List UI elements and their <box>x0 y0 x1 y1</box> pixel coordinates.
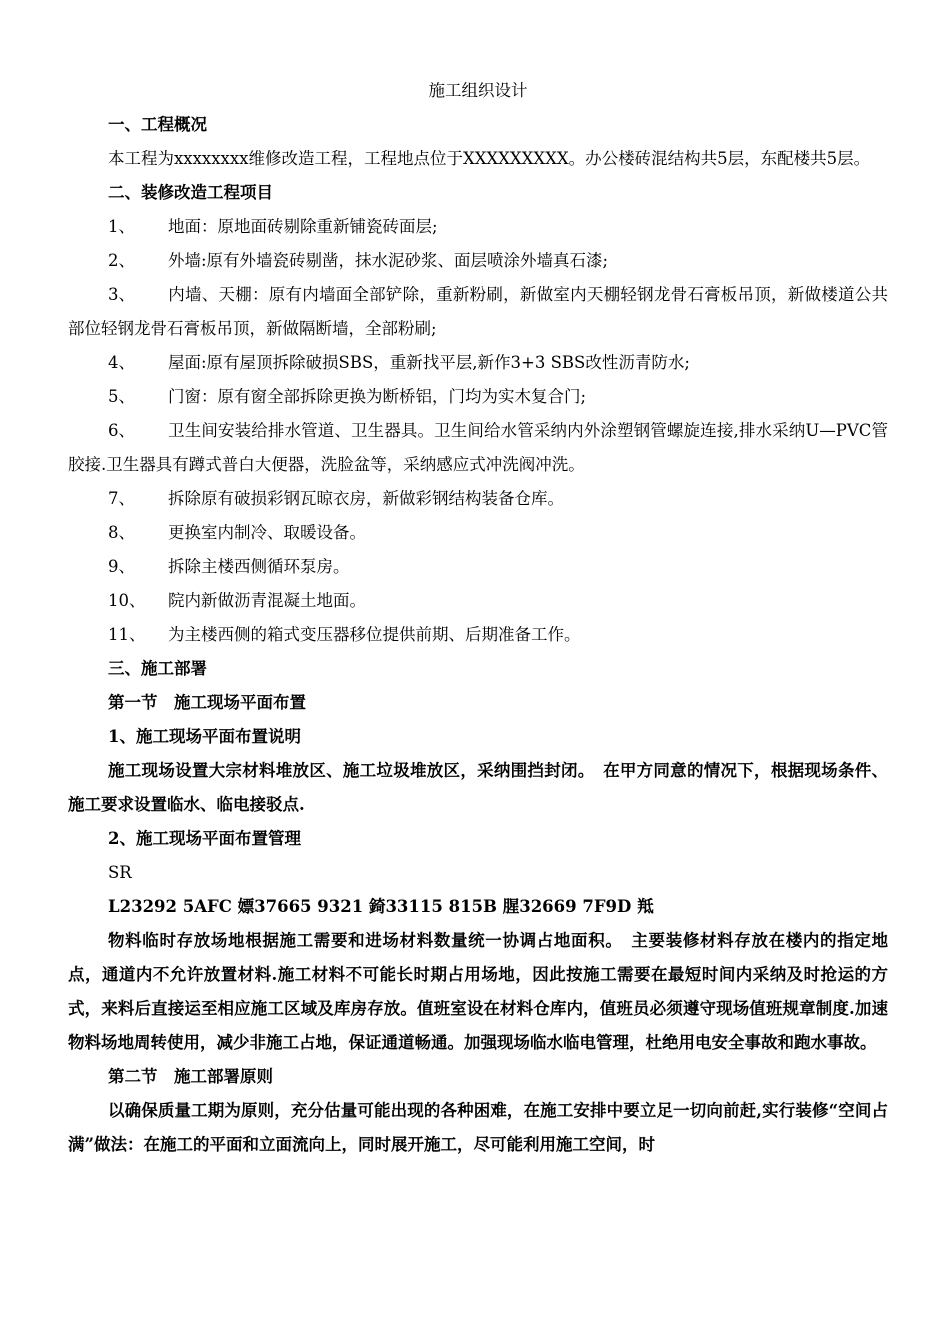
code-line: SR <box>108 863 132 882</box>
list-item <box>68 618 888 652</box>
list-item <box>68 584 888 618</box>
list-item-number: 6、 <box>108 421 135 440</box>
subsection-2-heading: 第二节 施工部署原则 <box>108 1067 273 1086</box>
list-item <box>68 210 888 244</box>
list-item-text: 更换室内制冷、取暖设备。 <box>168 523 366 542</box>
list-item-text: 地面：原地面砖剔除重新铺瓷砖面层; <box>168 217 438 236</box>
list-item-text: 内墙、天棚：原有内墙面全部铲除，重新粉刷，新做室内天棚轻钢龙骨石膏板吊顶，新做楼道公共部位轻钢龙骨石膏板吊顶，新做隔断墙，全部粉刷; <box>68 285 888 338</box>
list-item-number: 9、 <box>108 557 135 576</box>
list-item-text: 为主楼西侧的箱式变压器移位提供前期、后期准备工作。 <box>168 625 581 644</box>
list-item-number: 10、 <box>108 591 146 610</box>
list-item <box>68 414 888 482</box>
list-item-number: 1、 <box>108 217 135 236</box>
subsection-2-text: 以确保质量工期为原则，充分估量可能出现的各种困难，在施工安排中要立足一切向前赶,实行装修“空间占满”做法：在施工的平面和立面流向上，同时展开施工，尽可能利用施工空间，时 <box>68 1101 888 1154</box>
list-item-text: 屋面:原有屋顶拆除破损SBS，重新找平层,新作3+3 SBS改性沥青防水; <box>168 353 690 372</box>
section-1-text: 本工程为xxxxxxxx维修改造工程，工程地点位于XXXXXXXXX。办公楼砖混结构共5层，东配楼共5层。 <box>108 149 871 168</box>
list-item-number: 3、 <box>108 285 135 304</box>
list-item <box>68 516 888 550</box>
document-page <box>68 74 888 1162</box>
list-item-number: 5、 <box>108 387 135 406</box>
section-1-heading: 一、工程概况 <box>108 115 207 134</box>
list-item-text: 拆除主楼西侧循环泵房。 <box>168 557 350 576</box>
sub-item-1-heading: 1、施工现场平面布置说明 <box>108 727 301 746</box>
list-item-text: 卫生间安装给排水管道、卫生器具。卫生间给水管采纳内外涂塑钢管螺旋连接,排水采纳U—PVC管胶接.卫生器具有蹲式普白大便器，洗脸盆等，采纳感应式冲洗阀冲洗。 <box>68 421 888 474</box>
sub-item-2-text: 物料临时存放场地根据施工需要和进场材料数量统一协调占地面积。 主要装修材料存放在楼内的指定地点，通道内不允许放置材料.施工材料不可能长时期占用场地，因此按施工需要在最短时间内采纳及时抢运的方式，来料后直接运至相应施工区域及库房存放。值班室设在材料仓库内，值班员必须遵守现场值班规章制度.加速物料场地周转使用，减少非施工占地，保证通道畅通。加强现场临水临电管理，杜绝用电安全事故和跑水事故。 <box>68 931 888 1052</box>
list-item <box>68 278 888 346</box>
section-2-heading: 二、装修改造工程项目 <box>108 183 273 202</box>
list-item <box>68 482 888 516</box>
list-item-number: 11、 <box>108 625 146 644</box>
section-3-heading: 三、施工部署 <box>108 659 207 678</box>
sub-item-1-text: 施工现场设置大宗材料堆放区、施工垃圾堆放区，采纳围挡封闭。 在甲方同意的情况下，根据现场条件、施工要求设置临水、临电接驳点. <box>68 761 888 814</box>
document-title: 施工组织设计 <box>428 81 528 100</box>
list-item <box>68 346 888 380</box>
list-item-number: 8、 <box>108 523 135 542</box>
list-item-text: 院内新做沥青混凝土地面。 <box>168 591 366 610</box>
sub-item-2-heading: 2、施工现场平面布置管理 <box>108 829 301 848</box>
subsection-1-heading: 第一节 施工现场平面布置 <box>108 693 306 712</box>
list-item <box>68 380 888 414</box>
list-item-number: 4、 <box>108 353 135 372</box>
list-item-text: 外墙:原有外墙瓷砖剔凿，抹水泥砂浆、面层喷涂外墙真石漆; <box>168 251 609 270</box>
list-item-text: 门窗：原有窗全部拆除更换为断桥铝，门均为实木复合门; <box>168 387 587 406</box>
list-item-text: 拆除原有破损彩钢瓦晾衣房，新做彩钢结构装备仓库。 <box>168 489 564 508</box>
list-item <box>68 244 888 278</box>
list-item-number: 2、 <box>108 251 135 270</box>
code-line: L23292 5AFC 嫖37665 9321 錡33115 815B 腥32669 7F9D 羝 <box>108 897 654 916</box>
list-item <box>68 550 888 584</box>
list-item-number: 7、 <box>108 489 135 508</box>
